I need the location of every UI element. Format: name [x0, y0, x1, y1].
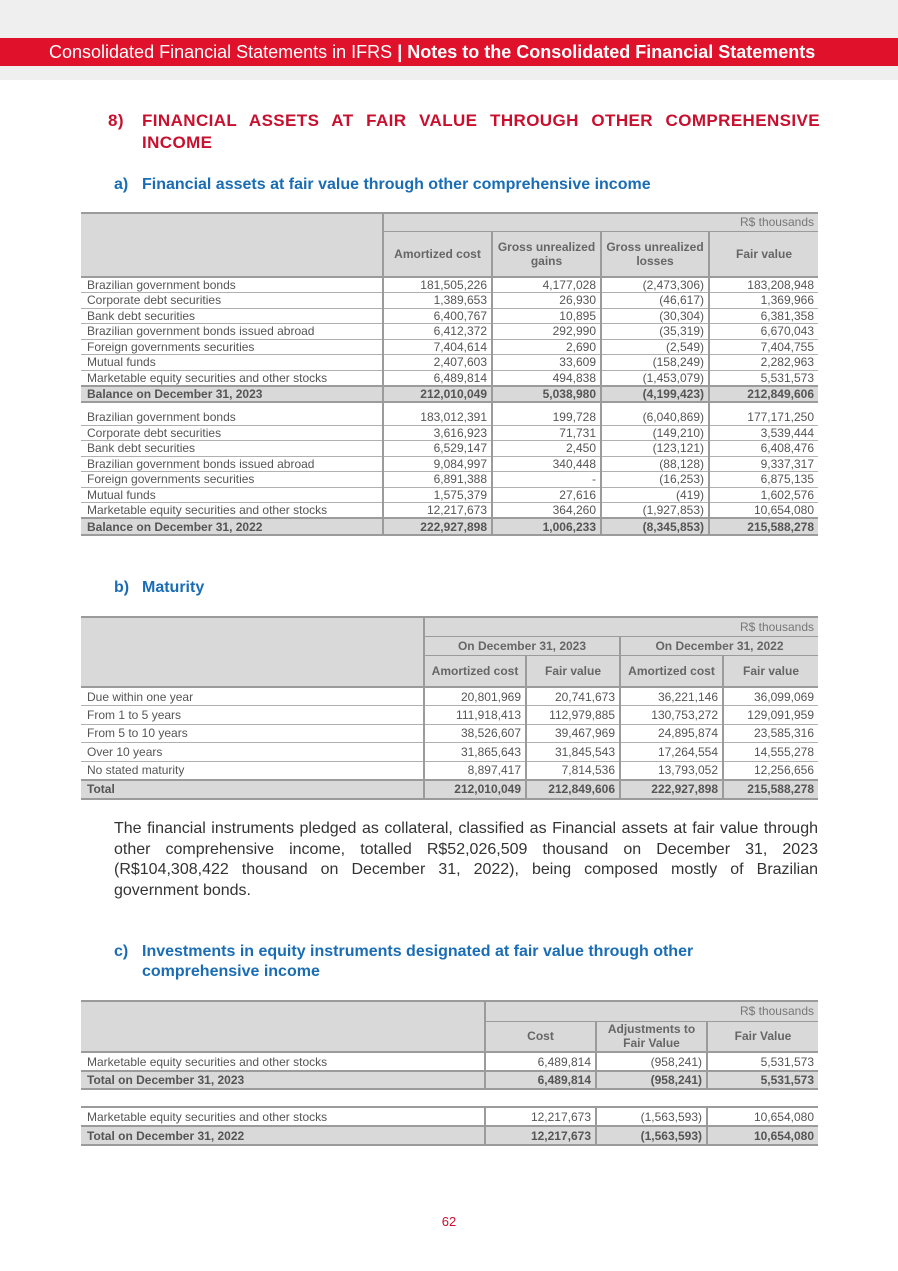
- subsection-c-number: c): [114, 943, 129, 960]
- row-value: 17,264,554: [620, 743, 723, 762]
- table-row: [81, 293, 818, 309]
- row-value: 1,575,379: [383, 487, 492, 503]
- row-label: Marketable equity securities and other stocks: [87, 503, 328, 517]
- row-value: 6,670,043: [709, 324, 818, 340]
- row-value: (419): [601, 487, 709, 503]
- row-value: 112,979,885: [526, 706, 620, 725]
- row-label: Bank debt securities: [81, 441, 383, 457]
- row-value: (149,210): [601, 425, 709, 441]
- row-label: Brazilian government bonds issued abroad: [81, 324, 383, 340]
- total-value: 10,654,080: [707, 1126, 818, 1145]
- row-value: 36,221,146: [620, 687, 723, 706]
- row-value: (2,549): [601, 339, 709, 355]
- row-value: 6,489,814: [383, 370, 492, 386]
- table-row: [81, 370, 818, 386]
- row-value: 7,814,536: [526, 761, 620, 780]
- row-label: From 1 to 5 years: [81, 706, 424, 725]
- table-row: [81, 277, 818, 293]
- unit-label: R$ thousands: [424, 617, 818, 636]
- row-value: 183,012,391: [383, 410, 492, 426]
- col-fair-value: Fair value: [709, 231, 818, 277]
- row-value: (35,319): [601, 324, 709, 340]
- row-label: Corporate debt securities: [81, 425, 383, 441]
- total-value: (958,241): [596, 1071, 707, 1089]
- subsection-b-title: Maturity: [142, 579, 205, 596]
- row-value: (1,453,079): [601, 370, 709, 386]
- row-value: (88,128): [601, 456, 709, 472]
- maturity-table: [81, 616, 818, 800]
- row-value: 20,741,673: [526, 687, 620, 706]
- row-value: 33,609: [492, 355, 601, 371]
- total-value: 212,849,606: [709, 386, 818, 402]
- row-value: 26,930: [492, 293, 601, 309]
- top-margin: [0, 0, 898, 38]
- table-row: [81, 706, 818, 725]
- total-value: 212,849,606: [526, 780, 620, 799]
- table-row: [81, 724, 818, 743]
- header-separator: |: [397, 42, 403, 62]
- group-2023: On December 31, 2023: [424, 636, 620, 655]
- unit-label: R$ thousands: [485, 1001, 818, 1021]
- row-value: (46,617): [601, 293, 709, 309]
- row-value: 6,529,147: [383, 441, 492, 457]
- row-value: 12,217,673: [485, 1107, 596, 1126]
- row-value: 31,865,643: [424, 743, 526, 762]
- row-value: 181,505,226: [383, 277, 492, 293]
- table-row: [81, 687, 818, 706]
- col-gross-losses: Gross unrealized losses: [601, 231, 709, 277]
- row-value: (158,249): [601, 355, 709, 371]
- row-value: 2,282,963: [709, 355, 818, 371]
- table-corner: [81, 617, 424, 687]
- col-amortized-cost: Amortized cost: [383, 231, 492, 277]
- section-number: 8): [108, 111, 124, 130]
- row-value: 2,450: [492, 441, 601, 457]
- header-underband: [0, 66, 898, 80]
- table-row: [81, 410, 818, 426]
- table-corner: [81, 213, 383, 277]
- table-corner: [81, 1001, 485, 1052]
- col-amortized-cost: Amortized cost: [620, 655, 723, 687]
- row-label: Bank debt securities: [81, 308, 383, 324]
- header-right: Notes to the Consolidated Financial Statements: [407, 42, 816, 62]
- row-value: (6,040,869): [601, 410, 709, 426]
- row-label: Over 10 years: [81, 743, 424, 762]
- section-title: FINANCIAL ASSETS AT FAIR VALUE THROUGH OTHER COMPREHENSIVE INCOME: [142, 111, 820, 152]
- col-fair-value: Fair value: [723, 655, 818, 687]
- total-value: 215,588,278: [723, 780, 818, 799]
- row-value: 13,793,052: [620, 761, 723, 780]
- col-fair-value: Fair value: [526, 655, 620, 687]
- col-adjustments: Adjustments to Fair Value: [596, 1021, 707, 1052]
- table-row: [81, 339, 818, 355]
- row-value: 6,891,388: [383, 472, 492, 488]
- subsection-a-title: Financial assets at fair value through other comprehensive income: [142, 176, 651, 193]
- fair-value-table: [81, 212, 818, 536]
- row-value: 20,801,969: [424, 687, 526, 706]
- col-amortized-cost: Amortized cost: [424, 655, 526, 687]
- row-value: (958,241): [596, 1052, 707, 1071]
- row-value: 3,539,444: [709, 425, 818, 441]
- row-value: 71,731: [492, 425, 601, 441]
- row-value: 31,845,543: [526, 743, 620, 762]
- total-value: 222,927,898: [620, 780, 723, 799]
- table-row: [81, 761, 818, 780]
- row-label: Marketable equity securities and other stocks: [87, 1109, 328, 1124]
- row-value: -: [492, 472, 601, 488]
- row-value: 292,990: [492, 324, 601, 340]
- unit-label: R$ thousands: [383, 213, 818, 231]
- row-label: Mutual funds: [81, 487, 383, 503]
- row-value: 10,654,080: [709, 503, 818, 519]
- row-value: 9,337,317: [709, 456, 818, 472]
- row-value: 6,875,135: [709, 472, 818, 488]
- row-value: 5,531,573: [709, 370, 818, 386]
- row-value: 1,602,576: [709, 487, 818, 503]
- row-value: 129,091,959: [723, 706, 818, 725]
- row-value: 14,555,278: [723, 743, 818, 762]
- row-label: No stated maturity: [87, 763, 185, 778]
- row-value: 36,099,069: [723, 687, 818, 706]
- total-value: 215,588,278: [709, 518, 818, 535]
- page-number: 62: [441, 1214, 457, 1229]
- row-value: 7,404,614: [383, 339, 492, 355]
- row-value: 7,404,755: [709, 339, 818, 355]
- row-value: 4,177,028: [492, 277, 601, 293]
- row-label: Brazilian government bonds issued abroad: [81, 456, 383, 472]
- total-value: 12,217,673: [485, 1126, 596, 1145]
- row-label: Brazilian government bonds: [81, 410, 383, 426]
- row-value: 111,918,413: [424, 706, 526, 725]
- row-value: 2,690: [492, 339, 601, 355]
- row-value: 8,897,417: [424, 761, 526, 780]
- total-label: Total: [81, 780, 424, 799]
- row-label: Foreign governments securities: [81, 339, 383, 355]
- row-value: 27,616: [492, 487, 601, 503]
- table-row: [81, 355, 818, 371]
- row-value: 23,585,316: [723, 724, 818, 743]
- row-value: 6,408,476: [709, 441, 818, 457]
- row-value: 494,838: [492, 370, 601, 386]
- table-row: [81, 456, 818, 472]
- table-row: [81, 487, 818, 503]
- total-label: Balance on December 31, 2022: [81, 518, 383, 535]
- row-value: 340,448: [492, 456, 601, 472]
- total-value: 222,927,898: [383, 518, 492, 535]
- table-row: [81, 425, 818, 441]
- collateral-paragraph: The financial instruments pledged as collateral, classified as Financial assets at fair value through other comprehensive income, totalled R$52,026,509 thousand on December 31, 2023 (R$104,308,422 thousand on December 31, 2022), being composed mostly of Brazilian government bonds.: [114, 820, 818, 899]
- row-value: (16,253): [601, 472, 709, 488]
- total-value: 5,038,980: [492, 386, 601, 402]
- total-value: 212,010,049: [383, 386, 492, 402]
- row-value: 9,084,997: [383, 456, 492, 472]
- row-value: 38,526,607: [424, 724, 526, 743]
- group-2022: On December 31, 2022: [620, 636, 818, 655]
- row-value: 3,616,923: [383, 425, 492, 441]
- table-row: [81, 472, 818, 488]
- row-value: 24,895,874: [620, 724, 723, 743]
- row-value: 6,412,372: [383, 324, 492, 340]
- equity-instruments-table: [81, 1000, 818, 1146]
- table-row: [81, 324, 818, 340]
- subsection-c-heading: [114, 942, 818, 982]
- row-label: From 5 to 10 years: [81, 724, 424, 743]
- row-value: 364,260: [492, 503, 601, 519]
- col-fair-value: Fair Value: [707, 1021, 818, 1052]
- row-value: (30,304): [601, 308, 709, 324]
- row-value: 183,208,948: [709, 277, 818, 293]
- row-value: (1,927,853): [601, 503, 709, 519]
- total-value: 6,489,814: [485, 1071, 596, 1089]
- row-value: 199,728: [492, 410, 601, 426]
- row-value: 1,389,653: [383, 293, 492, 309]
- row-value: (2,473,306): [601, 277, 709, 293]
- row-value: 6,489,814: [485, 1052, 596, 1071]
- row-value: (123,121): [601, 441, 709, 457]
- row-value: 1,369,966: [709, 293, 818, 309]
- row-value: 5,531,573: [707, 1052, 818, 1071]
- total-value: (4,199,423): [601, 386, 709, 402]
- row-value: 12,217,673: [383, 503, 492, 519]
- row-value: 177,171,250: [709, 410, 818, 426]
- total-label: Total on December 31, 2022: [81, 1126, 485, 1145]
- row-value: 39,467,969: [526, 724, 620, 743]
- total-value: (1,563,593): [596, 1126, 707, 1145]
- total-value: 212,010,049: [424, 780, 526, 799]
- col-cost: Cost: [485, 1021, 596, 1052]
- col-gross-gains: Gross unrealized gains: [492, 231, 601, 277]
- row-value: 6,381,358: [709, 308, 818, 324]
- row-value: 6,400,767: [383, 308, 492, 324]
- row-value: (1,563,593): [596, 1107, 707, 1126]
- section-heading: [108, 110, 820, 154]
- header-left: Consolidated Financial Statements in IFRS: [49, 42, 393, 62]
- subsection-c-title: Investments in equity instruments designated at fair value through other comprehensive income: [142, 943, 694, 980]
- row-label: Brazilian government bonds: [81, 277, 383, 293]
- total-value: 1,006,233: [492, 518, 601, 535]
- row-label: Foreign governments securities: [81, 472, 383, 488]
- row-label: Mutual funds: [81, 355, 383, 371]
- subsection-a-number: a): [114, 176, 129, 193]
- table-row: [81, 308, 818, 324]
- table-row: [81, 441, 818, 457]
- row-value: 10,895: [492, 308, 601, 324]
- total-label: Total on December 31, 2023: [81, 1071, 485, 1089]
- total-value: 5,531,573: [707, 1071, 818, 1089]
- row-value: 12,256,656: [723, 761, 818, 780]
- subsection-b-number: b): [114, 579, 130, 596]
- row-label: Corporate debt securities: [81, 293, 383, 309]
- row-label: Marketable equity securities and other stocks: [87, 370, 328, 385]
- table-row: [81, 503, 818, 519]
- row-label: Marketable equity securities and other stocks: [87, 1054, 328, 1069]
- row-value: 10,654,080: [707, 1107, 818, 1126]
- table-row: [81, 743, 818, 762]
- subsection-a-heading: [114, 175, 651, 195]
- row-value: 130,753,272: [620, 706, 723, 725]
- subsection-b-heading: [114, 578, 204, 598]
- total-value: (8,345,853): [601, 518, 709, 535]
- row-label: Due within one year: [81, 687, 424, 706]
- row-value: 2,407,603: [383, 355, 492, 371]
- page-header-banner: [0, 38, 898, 66]
- total-label: Balance on December 31, 2023: [81, 386, 383, 402]
